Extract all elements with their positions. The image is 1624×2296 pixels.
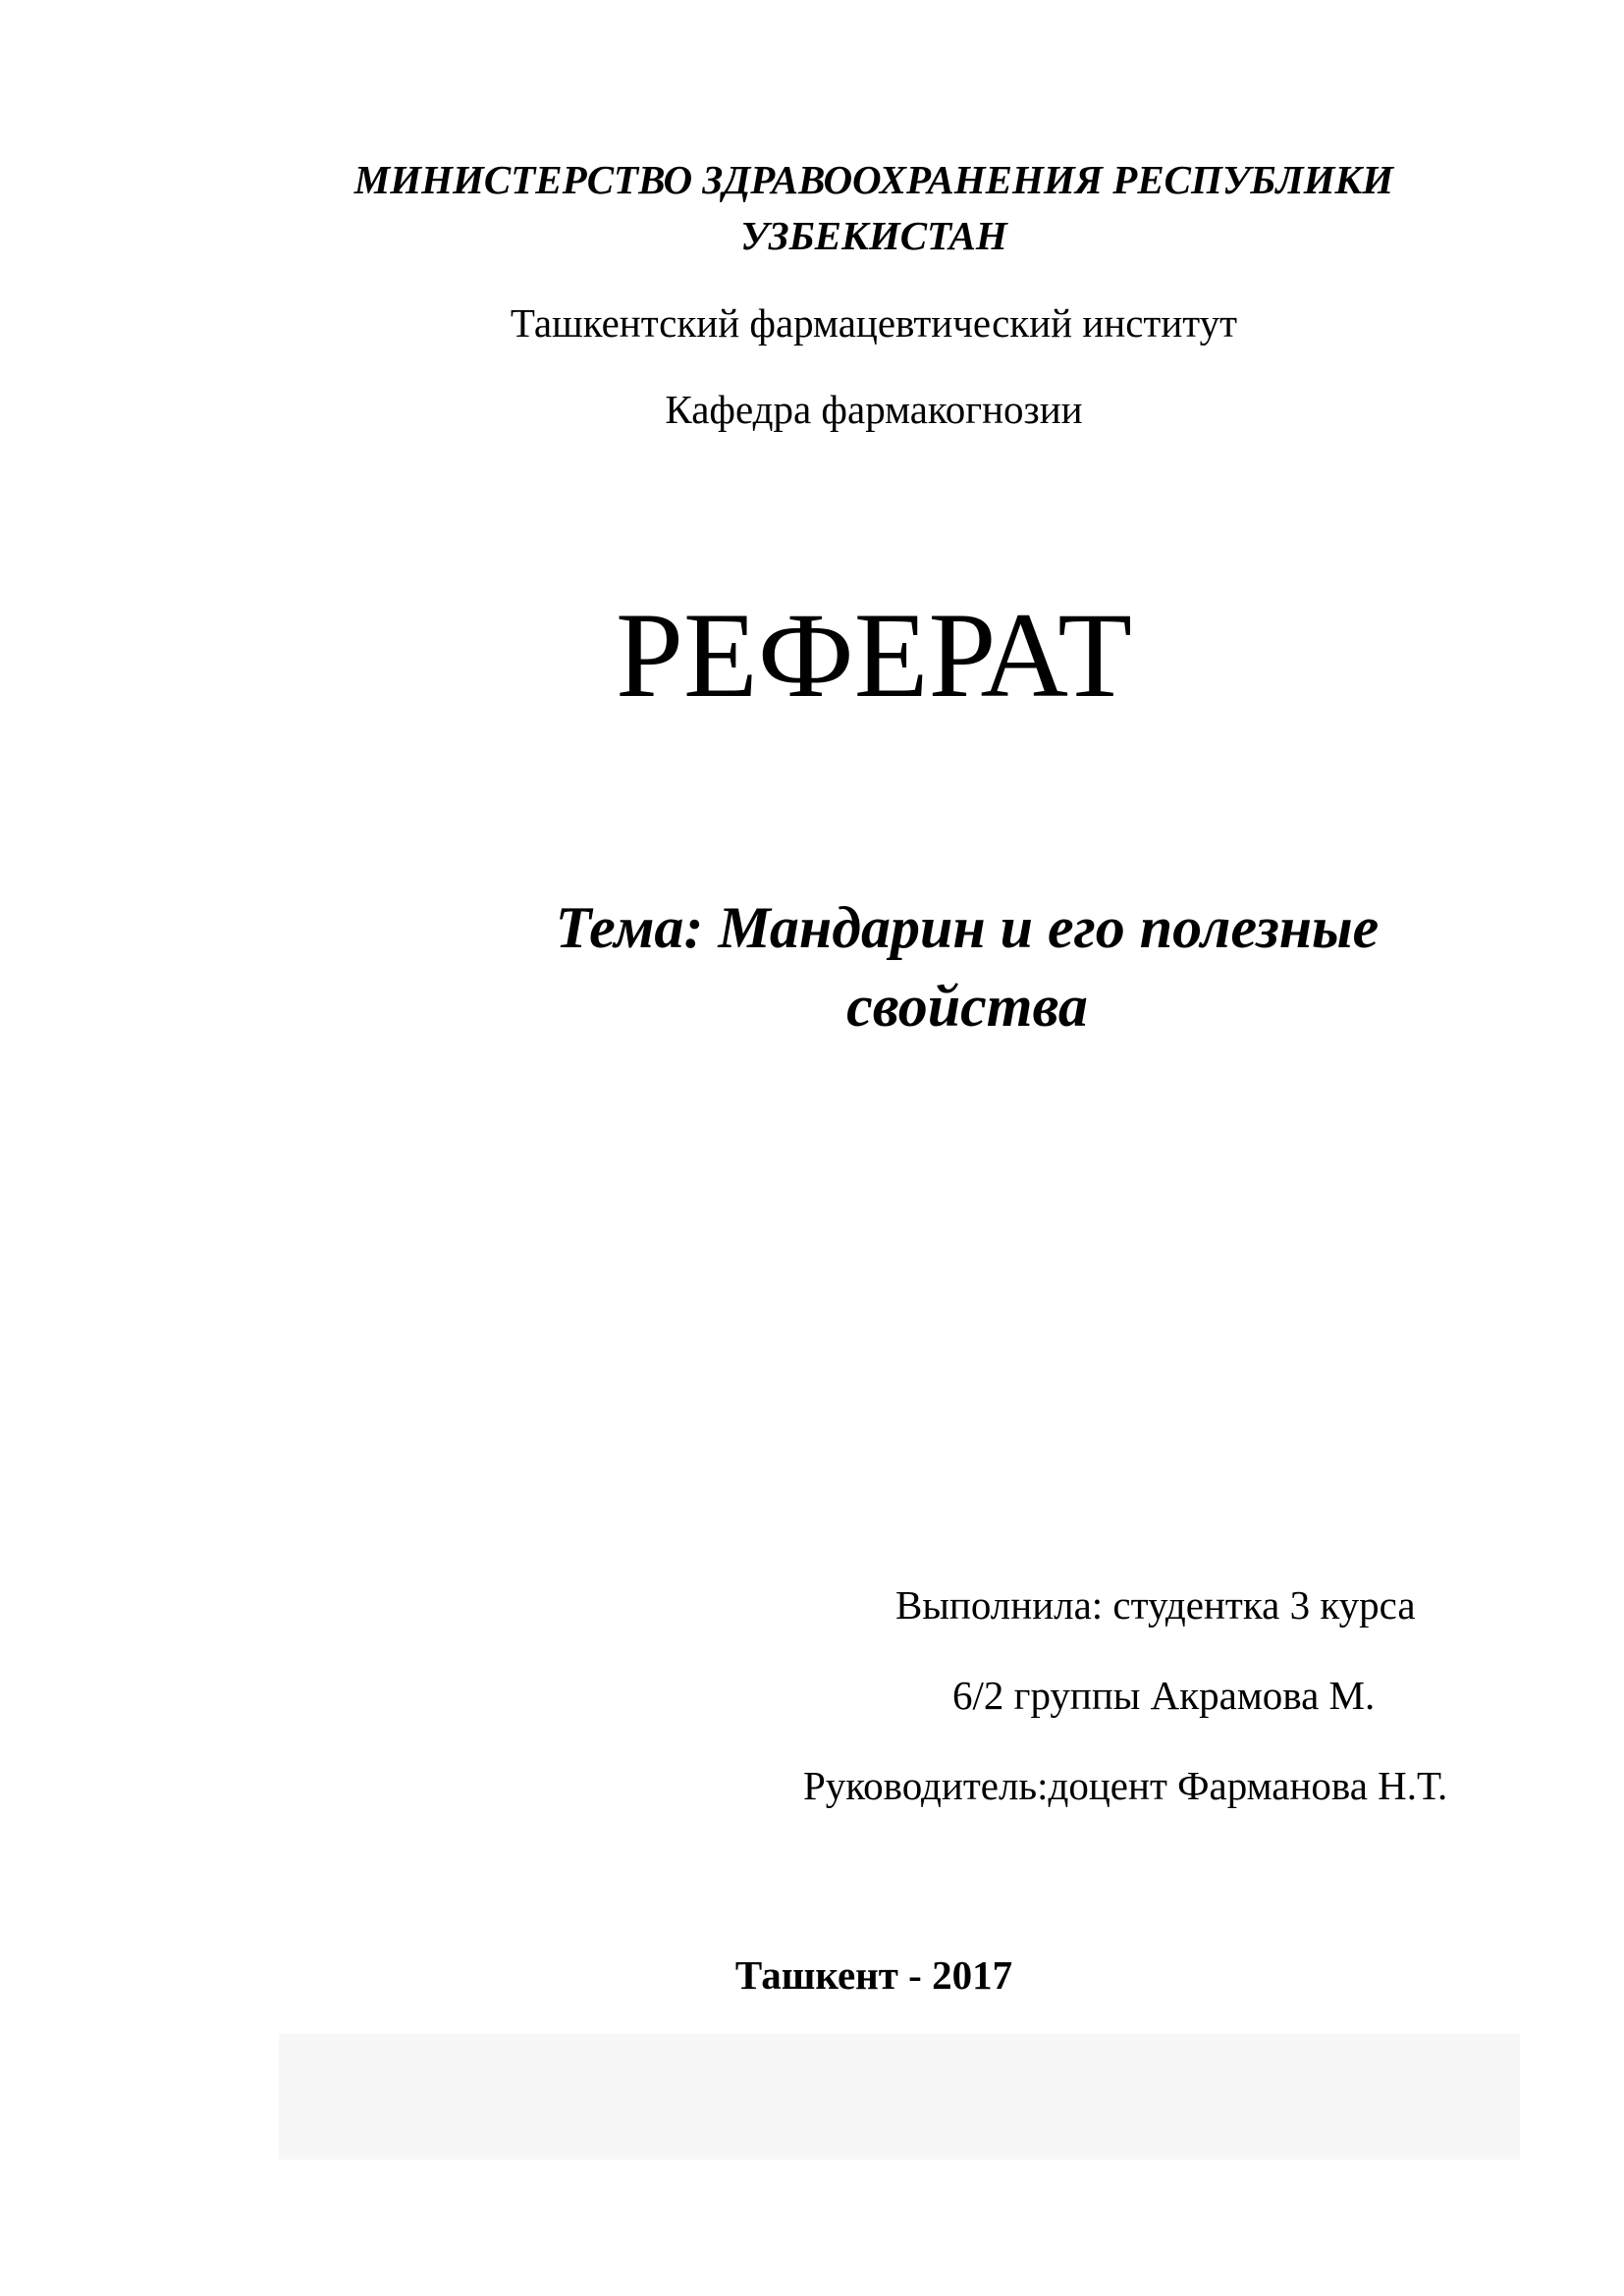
- city-year: Ташкент - 2017: [734, 1952, 1013, 1998]
- ministry-line-1: МИНИСТЕРСТВО ЗДРАВООХРАНЕНИЯ РЕСПУБЛИКИ: [353, 157, 1394, 202]
- footer-band: [279, 2034, 1520, 2160]
- ministry-heading: [265, 152, 1483, 264]
- institute-name: Ташкентский фармацевтический институт: [510, 300, 1238, 346]
- author-group-name: 6/2 группы Акрамова М.: [952, 1673, 1376, 1718]
- topic-line-1: Тема: Мандарин и его полезные: [555, 895, 1380, 960]
- author-performed-by: Выполнила: студентка 3 курса: [895, 1582, 1416, 1628]
- author-supervisor: Руководитель:доцент Фарманова Н.Т.: [803, 1763, 1448, 1808]
- document-type-title: РЕФЕРАТ: [616, 588, 1132, 722]
- topic-line-2: свойства: [846, 974, 1088, 1039]
- ministry-line-2: УЗБЕКИСТАН: [740, 213, 1007, 258]
- department-name: Кафедра фармакогнозии: [665, 387, 1083, 432]
- topic-heading: [393, 888, 1542, 1045]
